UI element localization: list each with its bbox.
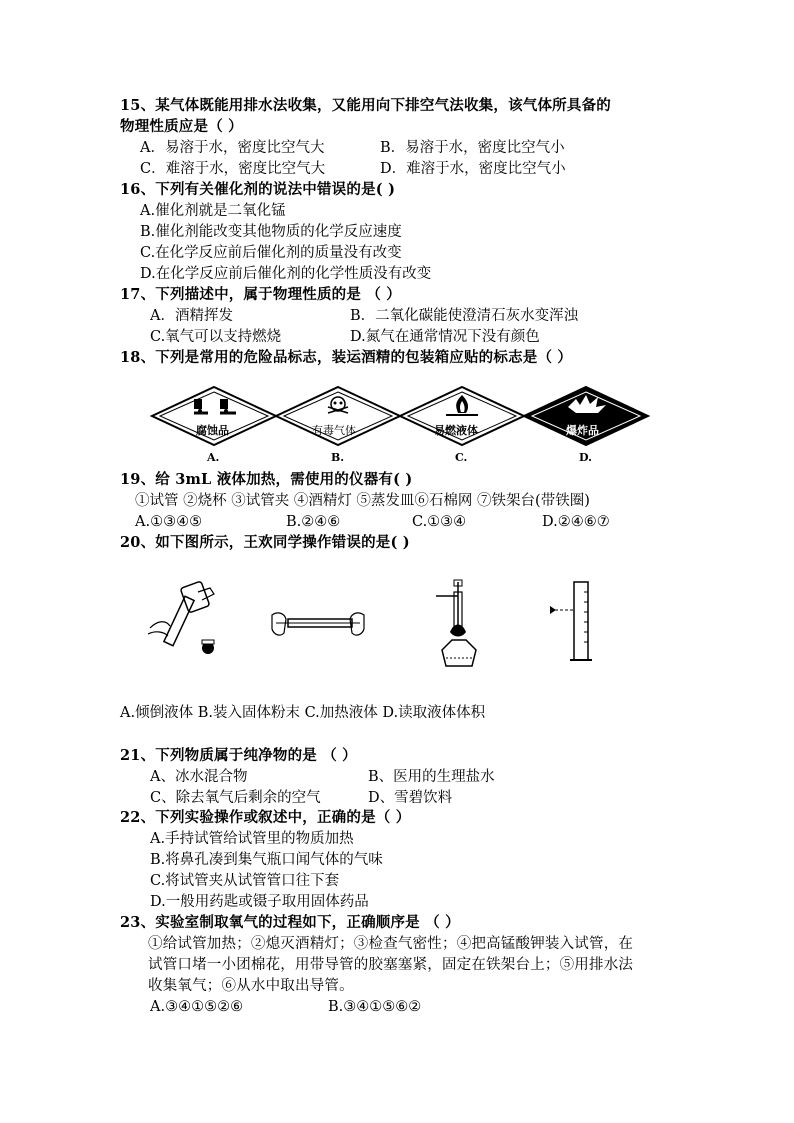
sign-b-text: 有毒气体 <box>312 424 356 437</box>
heating-liquid-figure <box>428 578 490 670</box>
q19-item-list: ①试管 ②烧杯 ③试管夹 ④酒精灯 ⑤蒸发皿⑥石棉网 ⑦铁架台(带铁圈) <box>135 493 590 509</box>
sign-c-text: 易燃液体 <box>434 424 478 437</box>
q15-option-b: B．易溶于水，密度比空气小 <box>380 140 565 156</box>
hazard-sign-flammable <box>396 385 528 465</box>
q16-option-b: B.催化剂能改变其他物质的化学反应速度 <box>140 224 402 240</box>
q19-option-c: C.①③④ <box>412 514 467 530</box>
sign-c-letter: C. <box>455 451 468 464</box>
sign-b-letter: B. <box>331 451 345 464</box>
q17-option-d: D.氮气在通常情况下没有颜色 <box>350 329 540 345</box>
q15-stem-line1: 15、某气体既能用排水法收集，又能用向下排空气法收集，该气体所具备的 <box>120 97 611 114</box>
q19-option-d: D.②④⑥⑦ <box>542 514 610 530</box>
q22-option-b: B.将鼻孔凑到集气瓶口闻气体的气味 <box>150 852 383 868</box>
q22-stem: 22、下列实验操作或叙述中，正确的是（ ） <box>120 809 411 826</box>
q21-option-a: A、冰水混合物 <box>150 769 248 785</box>
q23-stem: 23、实验室制取氧气的过程如下，正确顺序是 （ ） <box>120 914 460 931</box>
q21-option-c: C、除去氧气后剩余的空气 <box>150 790 321 806</box>
q17-option-a: A．酒精挥发 <box>150 308 233 324</box>
sign-d-text: 爆炸品 <box>566 424 599 437</box>
q21-option-d: D、雪碧饮料 <box>368 790 453 806</box>
q19-option-a: A.①③④⑤ <box>135 514 203 530</box>
q19-option-b: B.②④⑥ <box>286 514 341 530</box>
q16-option-c: C.在化学反应前后催化剂的质量没有改变 <box>140 245 402 261</box>
q23-steps-line1: ①给试管加热；②熄灭酒精灯；③检查气密性；④把高锰酸钾装入试管，在 <box>148 936 634 952</box>
q22-option-c: C.将试管夹从试管管口往下套 <box>150 873 340 889</box>
q16-stem: 16、下列有关催化剂的说法中错误的是( ) <box>120 181 396 198</box>
q20-stem: 20、如下图所示，王欢同学操作错误的是( ) <box>120 534 410 551</box>
q15-option-d: D．难溶于水，密度比空气小 <box>380 161 566 177</box>
q19-stem: 19、给 3mL 液体加热，需使用的仪器有( ) <box>120 471 413 488</box>
sign-a-letter: A. <box>207 451 220 464</box>
hazard-sign-toxic-gas <box>272 385 404 465</box>
powder-loading-figure <box>268 605 368 645</box>
q23-option-b: B.③④①⑤⑥② <box>328 999 422 1015</box>
q23-steps-line2: 试管口堵一小团棉花，用带导管的胶塞塞紧，固定在铁架台上；⑤用排水法 <box>148 957 634 973</box>
q17-stem: 17、下列描述中，属于物理性质的是 （ ） <box>120 286 401 303</box>
q21-stem: 21、下列物质属于纯净物的是 （ ） <box>120 747 357 764</box>
q17-option-b: B．二氧化碳能使澄清石灰水变浑浊 <box>350 308 579 324</box>
q15-option-c: C．难溶于水，密度比空气大 <box>140 161 326 177</box>
q22-option-a: A.手持试管给试管里的物质加热 <box>150 831 354 847</box>
reading-volume-figure <box>548 578 608 668</box>
q21-option-b: B、医用的生理盐水 <box>368 769 495 785</box>
q16-option-a: A.催化剂就是二氧化锰 <box>140 203 286 219</box>
sign-a-text: 腐蚀品 <box>196 424 229 437</box>
q20-figure-captions: A.倾倒液体 B.装入固体粉末 C.加热液体 D.读取液体体积 <box>120 705 486 721</box>
hazard-sign-corrosive <box>148 385 280 465</box>
q18-stem: 18、下列是常用的危险品标志，装运酒精的包装箱应贴的标志是（ ） <box>120 349 573 366</box>
q15-stem-line2: 物理性质应是（ ） <box>120 118 243 135</box>
q22-option-d: D.一般用药匙或镊子取用固体药品 <box>150 894 369 910</box>
hazard-sign-explosive <box>520 385 652 465</box>
q15-option-a: A．易溶于水，密度比空气大 <box>140 140 325 156</box>
pouring-liquid-figure <box>140 578 230 658</box>
q16-option-d: D.在化学反应前后催化剂的化学性质没有改变 <box>140 266 432 282</box>
q23-option-a: A.③④①⑤②⑥ <box>150 999 244 1015</box>
sign-d-letter: D. <box>579 451 592 464</box>
q23-steps-line3: 收集氧气；⑥从水中取出导管。 <box>148 978 354 994</box>
q17-option-c: C.氧气可以支持燃烧 <box>150 329 282 345</box>
